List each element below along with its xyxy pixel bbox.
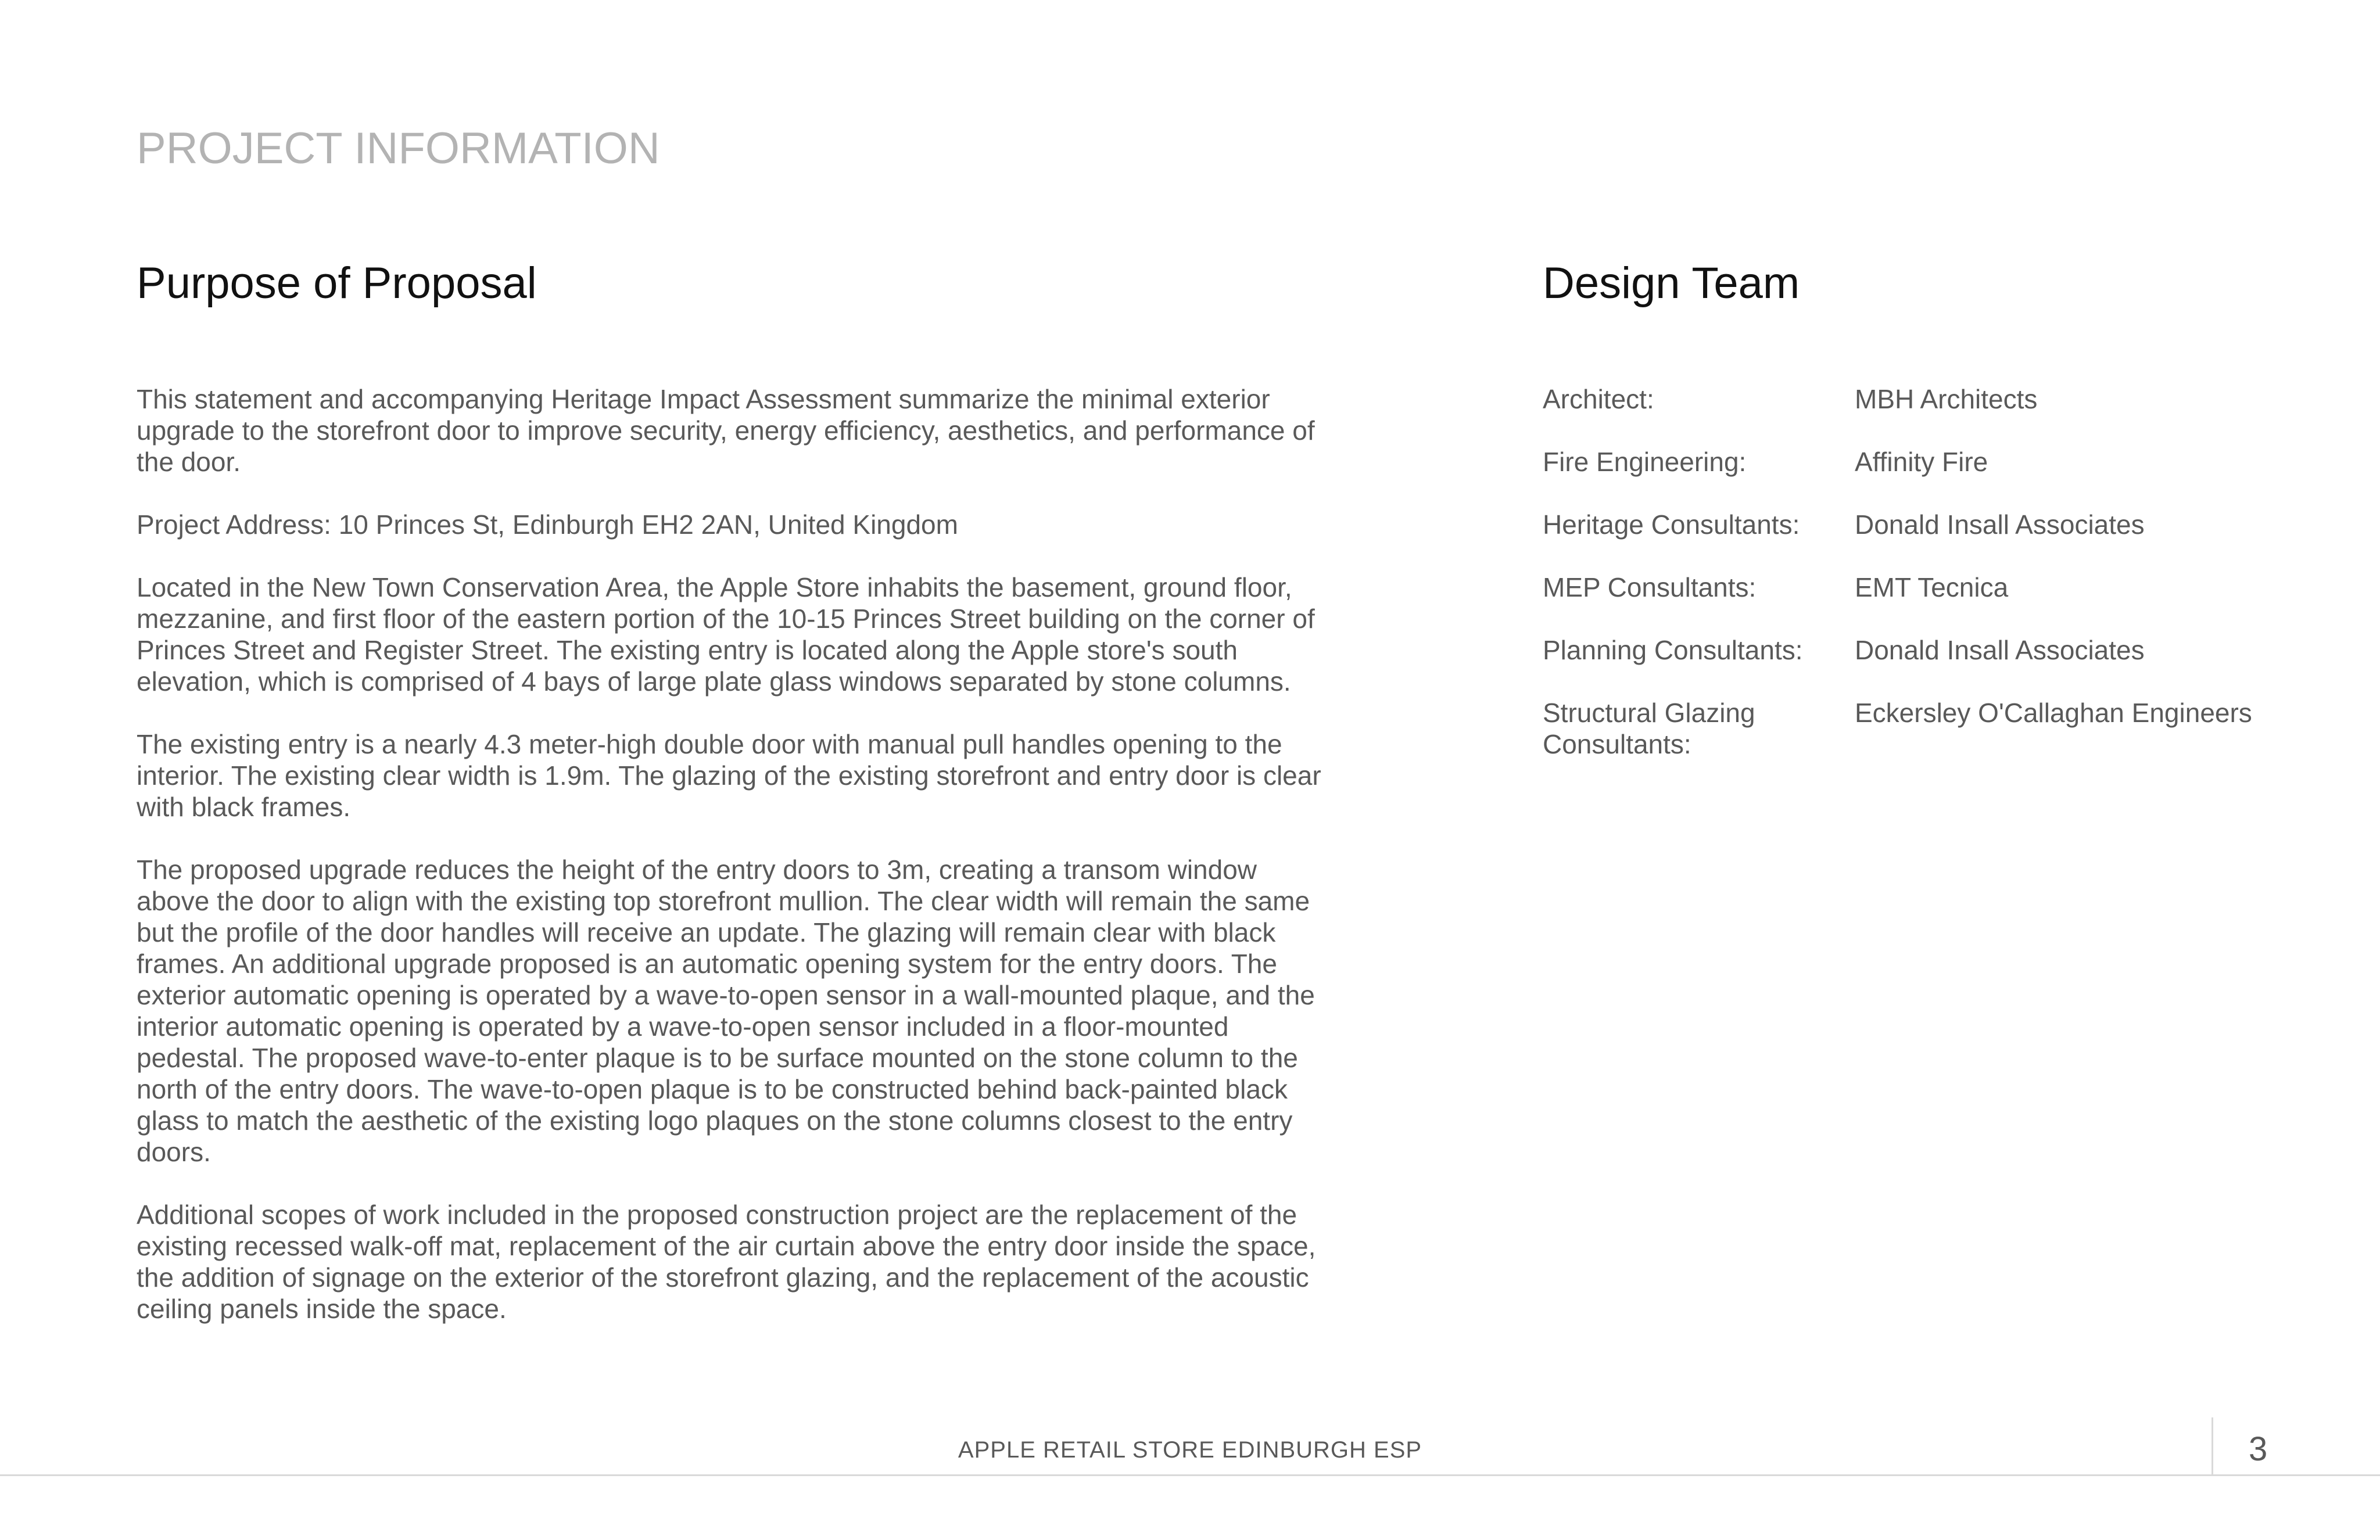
team-row — [1543, 383, 2269, 415]
team-row — [1543, 509, 2269, 540]
project-address: Project Address: 10 Princes St, Edinburgh EH2 2AN, United Kingdom — [137, 509, 958, 540]
page-number: 3 — [2249, 1430, 2268, 1468]
team-member-name: Affinity Fire — [1855, 447, 1988, 477]
purpose-heading: Purpose of Proposal — [137, 259, 537, 308]
team-role: Fire Engineering: — [1543, 447, 1747, 477]
team-role: Planning Consultants: — [1543, 635, 1803, 665]
team-row — [1543, 572, 2269, 603]
team-row — [1543, 446, 2269, 478]
team-member-name: MBH Architects — [1855, 384, 2038, 414]
purpose-body — [137, 383, 1322, 1356]
team-role: Architect: — [1543, 384, 1654, 414]
team-member-name: EMT Tecnica — [1855, 572, 2009, 602]
section-label: PROJECT INFORMATION — [137, 124, 660, 173]
team-role: MEP Consultants: — [1543, 572, 1757, 602]
team-row — [1543, 634, 2269, 666]
team-member-name: Eckersley O'Callaghan Engineers — [1855, 698, 2252, 728]
footer-rule — [0, 1474, 2380, 1476]
purpose-paragraph: The proposed upgrade reduces the height of the entry doors to 3m, creating a transom window above the door to align with the existing top storefront mullion. The clear width will remain the same but the profile of the door handles will receive an update. The glazing will remain clear with black frames. An additional upgrade proposed is an automatic opening system for the entry doors. The exterior automatic opening is operated by a wave-to-open sensor in a wall-mounted plaque, and the interior automatic opening is operated by a wave-to-open sensor included in a floor-mounted pedestal. The proposed wave-to-enter plaque is to be surface mounted on the stone column to the north of the entry doors. The wave-to-open plaque is to be constructed behind back-painted black glass to match the aesthetic of the existing logo plaques on the stone columns closest to the entry doors. — [137, 855, 1315, 1167]
team-member-name: Donald Insall Associates — [1855, 509, 2145, 540]
design-team-heading: Design Team — [1543, 259, 1800, 308]
team-role: Heritage Consultants: — [1543, 509, 1800, 540]
team-role: Structural Glazing Consultants: — [1543, 698, 1755, 759]
team-row — [1543, 697, 2269, 760]
purpose-paragraph: This statement and accompanying Heritage Impact Assessment summarize the minimal exterior upgrade to the storefront door to improve security, energy efficiency, aesthetics, and performance of the door. — [137, 384, 1315, 477]
team-member-name: Donald Insall Associates — [1855, 635, 2145, 665]
purpose-paragraph: Additional scopes of work included in the proposed construction project are the replacement of the existing recessed walk-off mat, replacement of the air curtain above the entry door inside the space, the addition of signage on the exterior of the storefront glazing, and the replacement of the acoustic ceiling panels inside the space. — [137, 1200, 1316, 1324]
design-team-list — [1543, 383, 2269, 791]
purpose-paragraph: The existing entry is a nearly 4.3 meter-high double door with manual pull handles opening to the interior. The existing clear width is 1.9m. The glazing of the existing storefront and entry door is clear with black frames. — [137, 729, 1321, 822]
footer-document-title: APPLE RETAIL STORE EDINBURGH ESP — [958, 1437, 1422, 1463]
purpose-paragraph: Located in the New Town Conservation Area, the Apple Store inhabits the basement, ground floor, mezzanine, and first floor of the eastern portion of the 10-15 Princes Street building on the corner of Princes Street and Register Street. The existing entry is located along the Apple store's south elevation, which is comprised of 4 bays of large plate glass windows separated by stone columns. — [137, 572, 1315, 697]
